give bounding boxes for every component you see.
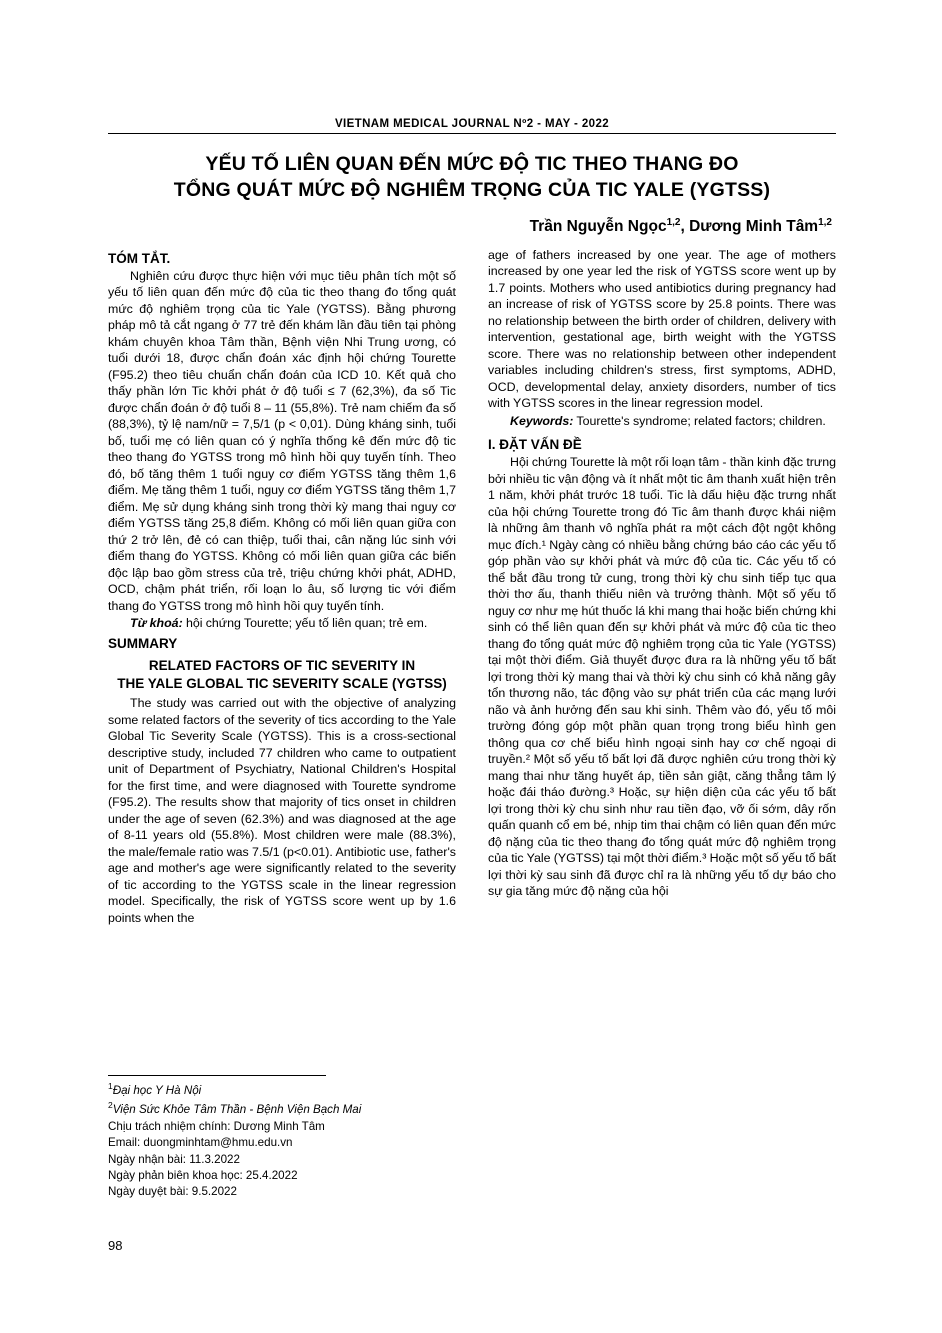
author-primary: Trần Nguyễn Ngọc [529,218,667,236]
abstract-vi-keywords [108,615,456,632]
abstract-vi-heading-mark: . [166,250,171,266]
two-column-body [108,247,836,927]
footnote-affiliation-1-text: Đại học Y Hà Nội [112,1083,202,1097]
author-list [108,217,832,236]
keywords-text-en: Tourette's syndrome; related factors; children. [573,413,826,428]
section-intro-heading: I. ĐẶT VẤN ĐỀ [488,437,582,453]
abstract-en-keywords [488,413,836,430]
footnote-affiliation-2 [108,1099,456,1118]
author-primary-affiliation: 1,2 [666,217,681,229]
abstract-en-paragraph-part1: The study was carried out with the objective of analyzing some related factors of the severity of tics according to the Yale Global Tic Severity Scale (YGTSS). This is a cross-sectional descriptive study, included 77 children who came to outpatient unit of Department of Psychiatry, National Children's Hospital for the first time, and were diagnosed with Tourette syndrome (F95.2). The results show that majority of tics onset in children under the age of seven (62.3%) and was diagnosed at the age of 8-11 years old (55.8%). Most children were male (88.3%), the male/female ratio was 7.5/1 (p<0.01). Antibiotic use, father's age and mother's age were significantly related to the severity of tic according to the YGTSS scale in the linear regression model. Specifically, the risk of YGTSS score went up by 1.6 points when the [108,696,456,925]
footnote-accepted-date: Ngày duyệt bài: 9.5.2022 [108,1185,237,1199]
footnote-block [108,1075,456,1201]
page-content [108,118,836,927]
footnote-responsible-author: Chịu trách nhiệm chính: Dương Minh Tâm [108,1119,325,1133]
footnote-divider [108,1075,326,1076]
footnote-received-date: Ngày nhận bài: 11.3.2022 [108,1152,240,1166]
footnote-marker-1: 1 [108,1081,113,1091]
abstract-en-heading: SUMMARY [108,635,178,651]
author-secondary: , Dương Minh Tâm [680,218,819,236]
abstract-vi-heading [108,251,456,266]
footnote-email[interactable]: Email: duongminhtam@hmu.edu.vn [108,1136,293,1150]
author-secondary-affiliation: 1,2 [818,217,832,229]
keywords-label-vi: Từ khoá: [130,616,183,631]
abstract-en-title-line1: RELATED FACTORS OF TIC SEVERITY IN [148,657,416,673]
footnote-affiliation-2-text: Viện Sức Khỏe Tâm Thần - Bệnh Viện Bạch Mai [112,1103,362,1117]
section-intro-paragraph: Hội chứng Tourette là một rối loạn tâm - thần kinh đặc trưng bởi nhiều tic vận động và ít nhất một tic âm thanh xuất hiện trên 1 năm, khởi phát trước 18 tuổi. Tic là dấu hiệu đặc trưng nhất của hội chứng Tourette trong đó Tic âm thanh được khái niệm là những âm thanh vô nghĩa phát ra một cách đột ngột không mục đích.¹ Ngày càng có nhiều bằng chứng báo cáo các yếu tố góp phần vào sự khởi phát và mức độ của tic. Các yếu tố có thể bắt đầu trong tử cung, trong thời kỳ chu sinh tiếp tục qua thời thơ ấu, thanh thiếu niên và trưởng thành. Một số yếu tố nguy cơ như mẹ hút thuốc lá khi mang thai hoặc biến chứng khi sinh có thể liên quan đến sự khởi phát và mức độ của tic theo thang đo tổng quát mức độ nghiêm trọng của tic Yale (YGTSS) tại một thời điểm. Giả thuyết được đưa ra là những yếu tố bất lợi trong thời kỳ mang thai và thời kỳ chu sinh có khả năng gây tổn thương não, tác động vào sự phát triển của các mạng lưới não và ảnh hưởng đến sau khi sinh. Thêm vào đó, yếu tố môi trường đóng góp một phần quan trọng trong biểu hình gen thông qua cơ chế biểu hình ngoại sinh hay cơ chế ngoại di truyền.² Một số yếu tố bất lợi đã được nghiên cứu trong thời kỳ mang thai như tăng huyết áp, tiền sản giật, căng thẳng tâm lý hoặc đái tháo đường.³ Hoặc, sự hiện diện của các yếu tố bất lợi trong thời kỳ chu sinh như rau tiền đạo, vỡ ối sớm, dây rốn quấn quanh cổ em bé, nhịp tim thai chậm có liên quan đến mức độ nặng của tic theo thang đo tổng quát mức độ nghiêm trọng của tic Yale (YGTSS) tại một thời điểm.³ Hoặc một số yếu tố bất lợi thời kỳ sau sinh đã được chỉ ra là những yếu tố dự báo cho sự gia tăng mức độ nặng của hội [488,455,837,899]
left-column [108,247,456,927]
page-title [108,152,836,203]
footnote-marker-2: 2 [108,1100,113,1111]
page-number: 98 [108,1238,123,1253]
right-column [488,247,836,901]
keywords-label-en: Keywords: [510,413,574,428]
abstract-vi-heading-text: TÓM TẮT [108,250,167,266]
abstract-en-title-line2: THE YALE GLOBAL TIC SEVERITY SCALE (YGTSS) [117,675,447,691]
footnote-review-date: Ngày phản biên khoa học: 25.4.2022 [108,1168,298,1182]
abstract-en-paragraph-part2: age of fathers increased by one year. The age of mothers increased by one year led the risk of YGTSS score went up by 1.7 points. Mothers who used antibiotics during pregnancy had an increase of risk of YGTSS score by 25.8 points. There was no relationship between the birth order of children, delivery with intervention, gestational age, birth weight with the YGTSS score. There was no relationship between other independent variables including children's stress, first symptoms, ADHD, OCD, developmental delay, anxiety disorders, number of tics with YGTSS scores in the linear regression model. [488,247,836,411]
abstract-en-title [108,657,456,693]
running-head: VIETNAM MEDICAL JOURNAL Nº2 - MAY - 2022 [108,118,836,134]
article-title-line1: YẾU TỐ LIÊN QUAN ĐẾN MỨC ĐỘ TIC THEO THANG ĐO [205,153,739,175]
keywords-text-vi: hội chứng Tourette; yếu tố liên quan; trẻ em. [182,616,428,631]
footnote-affiliation-1 [108,1080,456,1099]
abstract-vi-paragraph: Nghiên cứu được thực hiện với mục tiêu phân tích một số yếu tố liên quan đến mức độ của tic theo thang đo tổng quát mức độ nghiêm trọng của tic Yale (YGTSS). Bằng phương pháp mô tả cắt ngang ở 77 trẻ đến khám lần đầu tiên tại phòng khám chuyên khoa Tâm thần, Bệnh viện Nhi Trung ương, có tuổi dưới 18, được chẩn đoán xác định hội chứng Tourette (F95.2) theo tiêu chuẩn chẩn đoán của ICD 10. Kết quả cho thấy phần lớn Tic khởi phát ở độ tuổi ≤ 7 (62,3%), đa số Tic được chẩn đoán ở độ tuổi 8 – 11 (55,8%). Trẻ nam chiếm đa số (88,3%), tỷ lệ nam/nữ = 7,5/1 (p < 0,01). Dùng kháng sinh, tuổi bố, tuổi mẹ có liên quan có ý nghĩa thống kê đến mức độ tic theo thang đo YGTSS trong mô hình hồi quy tuyến tính. Theo đó, bố tăng thêm 1 tuổi nguy cơ điểm YGTSS tăng thêm 1,6 điểm. Mẹ tăng thêm 1 tuổi, nguy cơ điểm YGTSS tăng thêm 1,7 điểm. Mẹ sử dụng kháng sinh trong thời kỳ mang thai nguy cơ điểm YGTSS tăng 25,8 điểm. Không có mối liên quan giữa con thứ 2 trở lên, đẻ có can thiệp, tuổi thai, cân nặng lúc sinh với điểm thang đo YGTSS. Không có mối liên quan giữa các biến độc lập bao gồm stress của trẻ, triệu chứng khởi phát, ADHD, OCD, chậm phát triển, rối loạn lo âu, số lượng tic với điểm thang đo YGTSS trong mô hình hồi quy tuyến tính. [108,268,456,613]
article-title-line2: TỔNG QUÁT MỨC ĐỘ NGHIÊM TRỌNG CỦA TIC YALE (YGTSS) [173,178,771,201]
